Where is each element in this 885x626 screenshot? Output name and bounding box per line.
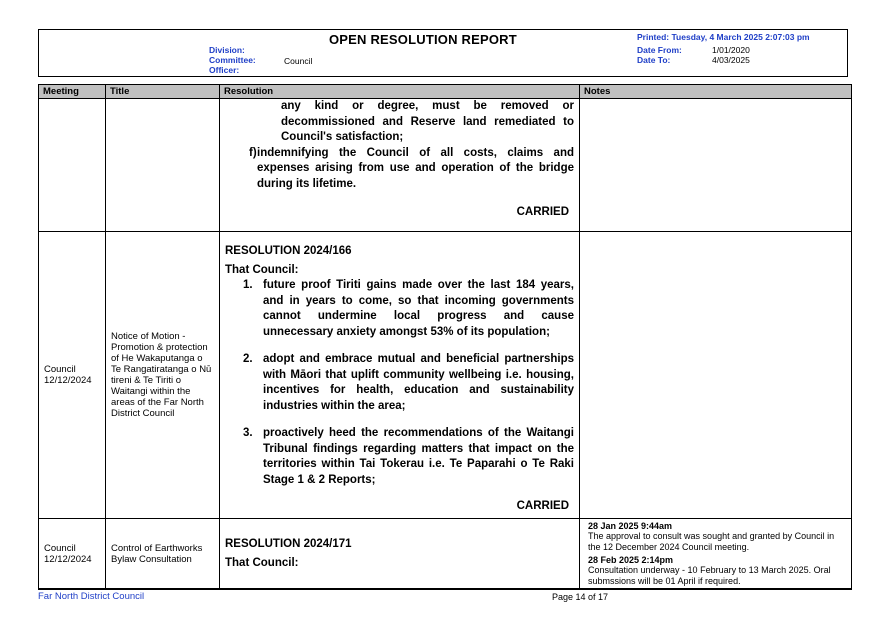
notes-cell <box>580 519 852 590</box>
committee-value: Council <box>284 56 313 66</box>
note-date: 28 Jan 2025 9:44am <box>588 521 673 531</box>
date-to-value: 4/03/2025 <box>712 55 750 65</box>
item-number: 2. <box>243 353 253 365</box>
meeting-cell <box>39 99 106 232</box>
carried-status: CARRIED <box>516 206 569 218</box>
item-marker: f) <box>249 146 257 159</box>
printed-info <box>637 32 810 42</box>
resolution-item-f <box>225 146 574 193</box>
resolution-cell <box>220 519 580 590</box>
footer-divider <box>38 588 851 589</box>
division-label: Division: <box>209 45 245 55</box>
notes-cell <box>580 232 852 519</box>
item-number: 3. <box>243 427 253 439</box>
resolution-number: RESOLUTION 2024/166 <box>225 245 352 257</box>
date-values <box>712 45 750 65</box>
date-from-label: Date From: <box>637 45 682 55</box>
item-number: 1. <box>243 279 253 291</box>
committee-label: Committee: <box>209 55 256 65</box>
notes-cell <box>580 99 852 232</box>
note-text: The approval to consult was sought and granted by Council in the 12 December 2024 Council meeting. <box>588 531 835 552</box>
printed-label: Printed: <box>637 32 670 42</box>
col-header-notes: Notes <box>580 85 852 99</box>
note-text: Consultation underway - 10 February to 13 March 2025. Oral submssions will be 01 April if required. <box>588 565 831 586</box>
col-header-meeting: Meeting <box>39 85 106 99</box>
footer-org: Far North District Council <box>38 591 145 602</box>
resolution-table <box>38 84 852 590</box>
table-header-row <box>39 85 852 99</box>
meeting-cell: Council 12/12/2024 <box>39 232 106 519</box>
table-row <box>39 232 852 519</box>
header-labels <box>209 45 256 75</box>
resolution-item <box>225 278 574 340</box>
officer-label: Officer: <box>209 65 240 75</box>
item-text: adopt and embrace mutual and beneficial partnerships with Māori that uplift community wellbeing i.e. housing, incentives for health, education and sustainability industries within the area; <box>263 353 574 412</box>
date-from-value: 1/01/2020 <box>712 45 750 55</box>
resolution-intro: That Council: <box>225 263 299 276</box>
item-text: indemnifying the Council of all costs, claims and expenses arising from use and operation of the bridge during its lifetime. <box>257 146 574 190</box>
date-to-label: Date To: <box>637 55 671 65</box>
report-title: OPEN RESOLUTION REPORT <box>329 32 517 47</box>
date-labels <box>637 45 682 65</box>
resolution-number: RESOLUTION 2024/171 <box>225 538 352 550</box>
continuation-text: any kind or degree, must be removed or decommissioned and Reserve land remediated to Council's satisfaction; <box>281 100 574 143</box>
note-date: 28 Feb 2025 2:14pm <box>588 555 674 565</box>
title-cell: Control of Earthworks Bylaw Consultation <box>106 519 220 590</box>
title-cell: Notice of Motion - Promotion & protection of He Wakaputanga o Te Rangatiratanga o Nū tireni & Te Tiriti o Waitangi within the areas of the Far North District Council <box>106 232 220 519</box>
resolution-item <box>225 426 574 488</box>
col-header-title: Title <box>106 85 220 99</box>
title-cell <box>106 99 220 232</box>
meeting-cell: Council 12/12/2024 <box>39 519 106 590</box>
carried-status: CARRIED <box>516 500 569 512</box>
col-header-resolution: Resolution <box>220 85 580 99</box>
printed-value: Tuesday, 4 March 2025 2:07:03 pm <box>671 32 810 42</box>
table-row <box>39 519 852 590</box>
page-number: Page 14 of 17 <box>552 592 609 602</box>
report-header <box>38 29 848 77</box>
resolution-cell <box>220 232 580 519</box>
resolution-cell <box>220 99 580 232</box>
item-text: proactively heed the recommendations of the Waitangi Tribunal findings regarding matters that impact on the territories within Tai Tokerau i.e. Te Paparahi o Te Raki Stage 1 & 2 Reports; <box>263 427 574 486</box>
item-text: future proof Tiriti gains made over the last 184 years, and in years to come, so that incoming governments cannot undermine local progress and cause unnecessary anxiety amongst 53% of its population; <box>263 279 574 338</box>
table-row <box>39 99 852 232</box>
resolution-intro: That Council: <box>225 556 299 569</box>
resolution-item <box>225 352 574 414</box>
